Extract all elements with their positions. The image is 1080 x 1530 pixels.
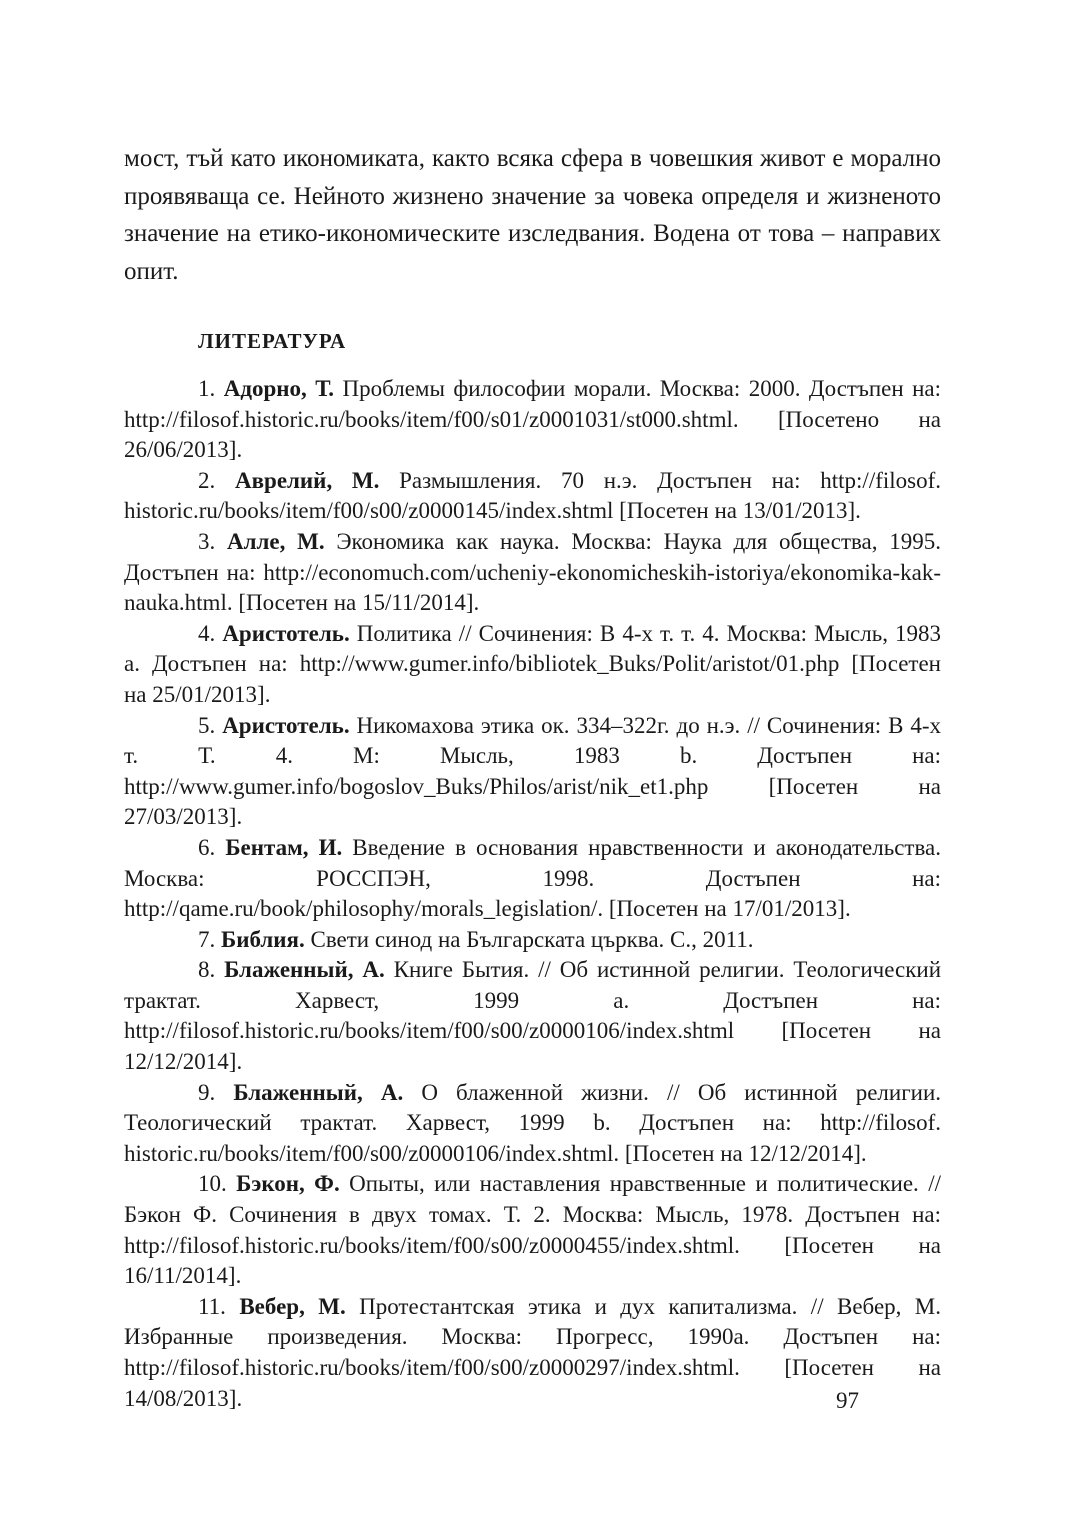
reference-text: Свети синод на Българската църква. С., 2011. bbox=[310, 926, 754, 952]
reference-item bbox=[124, 527, 941, 619]
reference-item bbox=[124, 955, 941, 1077]
reference-author: Бэкон, Ф. bbox=[236, 1171, 340, 1197]
reference-number: 2. bbox=[198, 467, 216, 493]
reference-author: Блаженный, А. bbox=[224, 957, 385, 983]
reference-item bbox=[124, 833, 941, 925]
reference-item bbox=[124, 619, 941, 711]
reference-author: Блаженный, А. bbox=[233, 1079, 404, 1105]
reference-author: Адорно, Т. bbox=[223, 376, 335, 401]
reference-item bbox=[124, 1169, 941, 1291]
reference-number: 1. bbox=[198, 376, 216, 401]
reference-author: Аврелий, М. bbox=[235, 467, 380, 493]
reference-text: Опыты, или наставления нравственные и политические. // Бэкон Ф. Сочинения в двух томах. Т. 2. Москва: Мысль, 1978. Достъпен на: http://filosof.historic.ru/books/item/f00/s00/z0000455/index.shtml. [Посетен на 16/11/2014]. bbox=[124, 1171, 942, 1289]
reference-text: Политика // Сочинения: В 4-х т. т. 4. Москва: Мысль, 1983 a. Достъпен на: http://www.gumer.info/bibliotek_Buks/Polit/aristot/01.php [Посетен на 25/01/2013]. bbox=[124, 620, 942, 707]
reference-author: Алле, М. bbox=[227, 528, 325, 554]
reference-list bbox=[124, 374, 941, 1414]
reference-number: 8. bbox=[198, 957, 216, 983]
reference-number: 10. bbox=[198, 1171, 227, 1197]
reference-text: Протестантская этика и дух капитализма. // Вебер, М. Избранные произведения. Москва: Прогресс, 1990a. Достъпен на: http://filosof.historic.ru/books/item/f00/s00/z0000297/index.shtml. [Посетен на 14/08/2013]. bbox=[124, 1293, 942, 1411]
page-number: 97 bbox=[836, 1388, 859, 1413]
reference-text: Экономика как наука. Москва: Наука для общества, 1995. Достъпен на: http://economuch.com/ucheniy-ekonomicheskih-istoriya/ekonomika-kak-nauka.html. [Посетен на 15/11/2014]. bbox=[124, 528, 942, 616]
reference-number: 9. bbox=[198, 1079, 216, 1105]
reference-text: Размышления. 70 н.э. Достъпен на: http://filosof. historic.ru/books/item/f00/s00/z0000145/index.shtml [Посетен на 13/01/2013]. bbox=[124, 467, 942, 524]
reference-number: 4. bbox=[198, 620, 216, 646]
reference-text: Книге Бытия. // Об истинной религии. Теологический трактат. Харвест, 1999 a. Достъпен на: http://filosof.historic.ru/books/item/f00/s00/z0000106/index.shtml [Посетен на 12/12/2014]. bbox=[124, 957, 942, 1075]
reference-number: 6. bbox=[198, 834, 216, 860]
reference-number: 11. bbox=[198, 1293, 226, 1319]
reference-number: 3. bbox=[198, 528, 216, 554]
reference-text: Введение в основания нравственности и аконодательства. Москва: РОССПЭН, 1998. Достъпен на: http://qame.ru/book/philosophy/morals_legislation/. [Посетен на 17/01/2013]. bbox=[124, 834, 941, 922]
intro-paragraph: мост, тъй като икономиката, както всяка сфера в човешкия живот е морално проявяваща се. Нейното жизнено значение за човека определя и жизненото значение на етико-икономическите изследвания. Водена от това – направих опит. bbox=[124, 145, 941, 285]
reference-number: 5. bbox=[198, 712, 216, 738]
reference-author: Вебер, М. bbox=[239, 1293, 346, 1319]
reference-author: Аристотель. bbox=[222, 712, 350, 738]
reference-item bbox=[124, 925, 941, 956]
reference-text: О блаженной жизни. // Об истинной религии. Теологический трактат. Харвест, 1999 b. Достъпен на: http://filosof. historic.ru/books/item/f00/s00/z0000106/index.shtml. [Посетен на 12/12/2014]. bbox=[124, 1079, 942, 1166]
reference-text: Никомахова этика ок. 334–322г. до н.э. // Сочинения: В 4-х т. Т. 4. М: Мысль, 1983 b. Достъпен на: http://www.gumer.info/bogoslov_Buks/Philos/arist/nik_et1.php [Посетен на 27/03/2013]. bbox=[124, 712, 942, 830]
reference-item bbox=[124, 711, 941, 833]
section-heading: ЛИТЕРАТУРА bbox=[198, 329, 347, 353]
reference-text: Проблемы философии морали. Москва: 2000. Достъпен на: http://filosof.historic.ru/books/item/f00/s01/z0001031/st000.shtml. [Посетено на 26/06/2013]. bbox=[124, 376, 942, 463]
reference-item bbox=[124, 466, 941, 527]
page-body bbox=[124, 140, 941, 1414]
reference-item bbox=[124, 1292, 941, 1414]
reference-number: 7. bbox=[198, 926, 216, 952]
reference-author: Библия. bbox=[221, 926, 305, 952]
reference-item bbox=[124, 374, 941, 466]
reference-author: Бентам, И. bbox=[225, 834, 343, 860]
reference-author: Аристотель. bbox=[222, 620, 350, 646]
reference-item bbox=[124, 1078, 941, 1170]
